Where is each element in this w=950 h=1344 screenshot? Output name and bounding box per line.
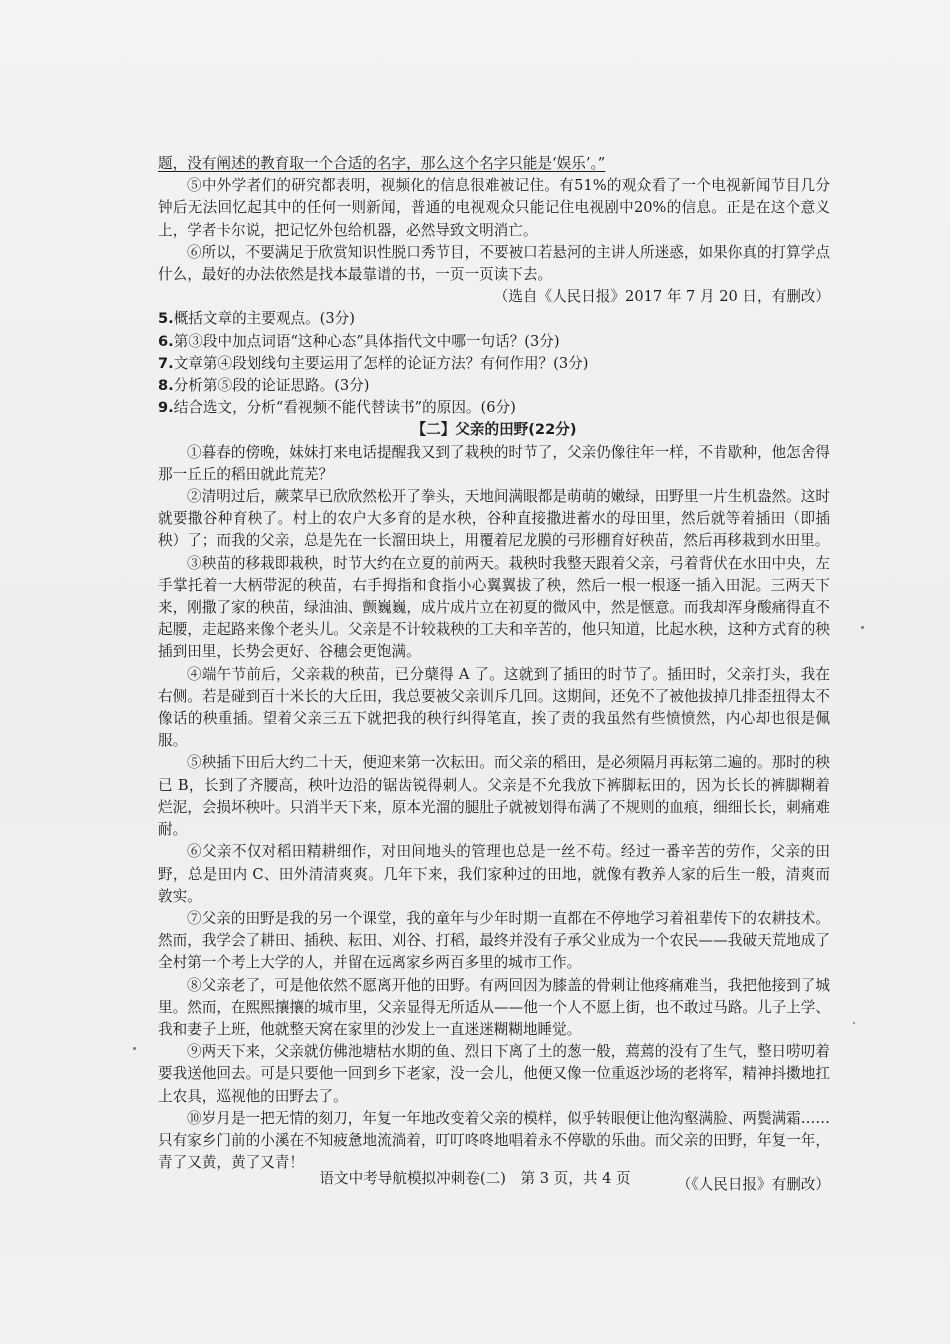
page-footer: 语文中考导航模拟冲刺卷(二) 第 3 页，共 4 页 bbox=[319, 1170, 631, 1187]
question-6 bbox=[158, 331, 830, 353]
question-text: 概括文章的主要观点。(3分) bbox=[173, 310, 355, 328]
story-paragraph-9: ⑨两天下来，父亲就仿佛池塘枯水期的鱼、烈日下离了土的葱一般，蔫蔫的没有了生气，整日唠叨着要我送他回去。可是只要他一回到乡下老家，没一会儿，他便又像一位重返沙场的老将军，精神抖擞地扛上农具，巡视他的田野去了。 bbox=[158, 1043, 830, 1105]
question-number: 8. bbox=[158, 377, 174, 395]
question-text: 分析第⑤段的论证思路。(3分) bbox=[173, 377, 370, 395]
question-text: 文章第④段划线句主要运用了怎样的论证方法？有何作用？(3分) bbox=[173, 354, 589, 372]
section-title: 【二】父亲的田野(22分) bbox=[411, 421, 577, 439]
story-paragraph-6: ⑥父亲不仅对稻田精耕细作，对田间地头的管理也总是一丝不苟。经过一番辛苦的劳作，父亲的田野，总是田内 C、田外清清爽爽。几年下来，我们家种过的田地，就像有教养人家的后生一般，清爽而敦实。 bbox=[158, 843, 830, 905]
story-paragraph-1: ①暮春的傍晚，妹妹打来电话提醒我又到了栽秧的时节了，父亲仍像往年一样，不肯歇种，他怎舍得那一丘丘的稻田就此荒芜？ bbox=[158, 443, 830, 483]
story-paragraph-7: ⑦父亲的田野是我的另一个课堂，我的童年与少年时期一直都在不停地学习着祖辈传下的农耕技术。然而，我学会了耕田、插秧、耘田、刈谷、打稻，最终并没有子承父业成为一个农民——我破天荒地成了全村第一个考上大学的人，并留在远离家乡两百多里的城市工作。 bbox=[158, 909, 830, 972]
question-5 bbox=[158, 308, 830, 330]
scan-speck bbox=[861, 626, 864, 629]
story-paragraph-5: ⑤秧插下田后大约二十天，便迎来第一次耘田。而父亲的稻田，是必须隔月再耘第二遍的。那时的秧已 B，长到了齐腰高，秧叶边沿的锯齿锐得刺人。父亲是不允我放下裤脚耘田的，因为长长的裤脚糊着烂泥，会损坏秧叶。只消半天下来，原本光溜的腿肚子就被划得布满了不规则的血痕，细细长长，刺痛难耐。 bbox=[158, 754, 830, 839]
question-7 bbox=[158, 353, 830, 375]
source-citation: （选自《人民日报》2017 年 7 月 20 日，有删改） bbox=[493, 288, 830, 306]
story-paragraph-2: ②清明过后，蕨菜早已欣欣然松开了拳头，天地间满眼都是萌萌的嫩绿，田野里一片生机盎然。这时就要撒谷种育秧了。村上的农户大多育的是水秧，谷种直接撒进蓄水的母田里，然后就等着插田（即插秧）了；而我的父亲，总是先在一长溜田块上，用覆着尼龙膜的弓形棚育好秧苗，然后再移栽到水田里。 bbox=[158, 488, 830, 550]
story-paragraph-8: ⑧父亲老了，可是他依然不愿离开他的田野。有两回因为膝盖的骨刺让他疼痛难当，我把他接到了城里。然而，在熙熙攘攘的城市里，父亲显得无所适从——他一个人不愿上街，也不敢过马路。儿子上学、我和妻子上班，他就整天窝在家里的沙发上一直迷迷糊糊地睡觉。 bbox=[158, 976, 830, 1038]
previous-paragraph-ending: 题，没有阐述的教育取一个合适的名字，那么这个名字只能是‘娱乐’。” bbox=[158, 155, 606, 172]
question-text: 结合选文，分析“看视频不能代替读书”的原因。(6分) bbox=[173, 399, 516, 417]
question-number: 6. bbox=[158, 332, 174, 350]
story-paragraph-10: ⑩岁月是一把无情的刻刀，年复一年地改变着父亲的模样，似乎转眼便让他沟壑满脸、两鬓满霜……只有家乡门前的小溪在不知疲惫地流淌着，叮叮咚咚地唱着永不停歇的乐曲。而父亲的田野，年复一年，青了又黄，黄了又青！ bbox=[158, 1109, 830, 1172]
question-number: 7. bbox=[158, 354, 174, 372]
scan-speck bbox=[133, 1047, 136, 1050]
question-8 bbox=[158, 375, 830, 397]
question-9 bbox=[158, 397, 830, 419]
paragraph-5: ⑤中外学者们的研究都表明，视频化的信息很难被记住。有51%的观众看了一个电视新闻节目几分钟后无法回忆起其中的任何一则新闻，普通的电视观众只能记住电视剧中20%的信息。正是在这个意义上，学者卡尔说，把记忆外包给机器，必然导致文明消亡。 bbox=[158, 177, 830, 239]
question-text: 第③段中加点词语“这种心态”具体指代文中哪一句话？(3分) bbox=[173, 332, 560, 350]
scan-speck bbox=[853, 1022, 855, 1024]
page-content bbox=[158, 153, 830, 1197]
story-paragraph-3: ③秧苗的移栽即栽秧，时节大约在立夏的前两天。栽秧时我整天跟着父亲，弓着背伏在水田中央，左手掌托着一大柄带泥的秧苗，右手拇指和食指小心翼翼拔了秧，然后一根一根逐一插入田泥。三两天下来，刚撒了家的秧苗，绿油油、颤巍巍，成片成片立在初夏的微风中，然是惬意。而我却浑身酸痛得直不起腰，走起路来像个老头儿。父亲是不计较栽秧的工夫和辛苦的，他只知道，比起水秧，这种方式育的秧插到田里，长势会更好、谷穗会更饱满。 bbox=[158, 554, 830, 661]
story-source-citation: （《人民日报》有删改） bbox=[676, 1176, 830, 1194]
story-paragraph-4: ④端午节前后，父亲栽的秧苗，已分蘖得 A 了。这就到了插田的时节了。插田时，父亲打头，我在右侧。若是碰到百十米长的大丘田，我总要被父亲训斥几回。这期间，还免不了被他拔掉几排歪扭得太不像话的秧重插。望着父亲三五下就把我的秧行纠得笔直，挨了责的我虽然有些愤愤然，内心却也很是佩服。 bbox=[158, 665, 830, 750]
paragraph-6: ⑥所以，不要满足于欣赏知识性脱口秀节目，不要被口若悬河的主讲人所迷惑，如果你真的打算学点什么，最好的办法依然是找本最靠谱的书，一页一页读下去。 bbox=[158, 243, 830, 284]
question-number: 5. bbox=[158, 310, 174, 328]
question-number: 9. bbox=[158, 399, 174, 417]
